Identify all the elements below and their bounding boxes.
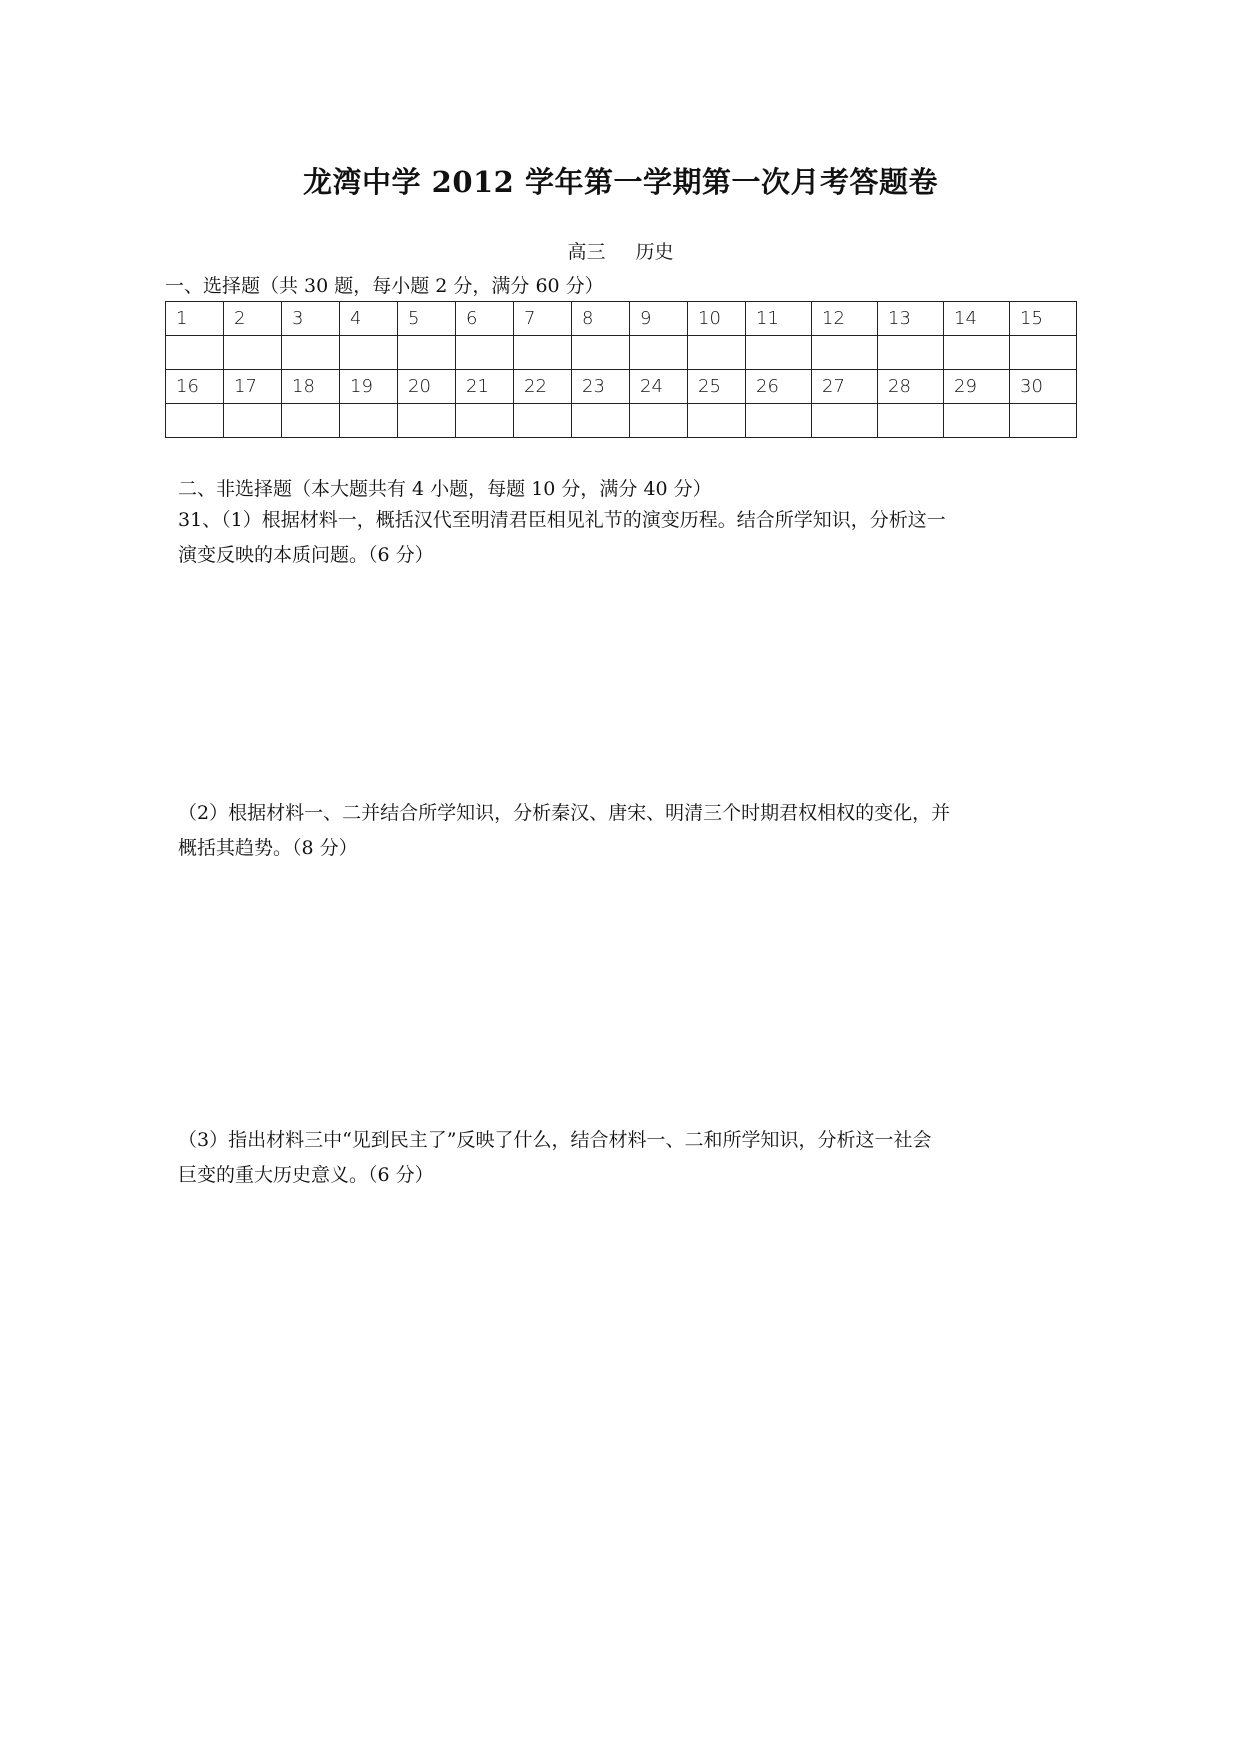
answer-cell[interactable] <box>224 336 282 370</box>
answer-cell[interactable] <box>878 404 944 438</box>
answer-cell[interactable] <box>688 336 746 370</box>
answer-cell[interactable] <box>572 404 630 438</box>
answer-cell[interactable] <box>630 336 688 370</box>
answer-grid <box>165 301 1077 438</box>
subject-label: 历史 <box>635 241 674 263</box>
answer-cell[interactable] <box>1010 404 1077 438</box>
question-number-cell: 15 <box>1010 302 1077 336</box>
question-31-part3-cont: 巨变的重大历史意义。（6 分） <box>178 1164 434 1186</box>
question-31-part1: 31、（1）根据材料一，概括汉代至明清君臣相见礼节的演变历程。结合所学知识，分析这一 <box>178 509 946 531</box>
question-number-cell: 6 <box>456 302 514 336</box>
number-row-2 <box>166 370 1077 404</box>
question-number-cell: 28 <box>878 370 944 404</box>
number-row-1 <box>166 302 1077 336</box>
question-number-cell: 17 <box>224 370 282 404</box>
page-title: 龙湾中学 2012 学年第一学期第一次月考答题卷 <box>303 165 938 199</box>
question-number-cell: 26 <box>746 370 812 404</box>
question-number-cell: 12 <box>812 302 878 336</box>
question-number-cell: 5 <box>398 302 456 336</box>
answer-cell[interactable] <box>340 336 398 370</box>
answer-cell[interactable] <box>944 336 1010 370</box>
answer-cell[interactable] <box>514 404 572 438</box>
question-number-cell: 21 <box>456 370 514 404</box>
answer-cell[interactable] <box>456 404 514 438</box>
answer-cell[interactable] <box>398 336 456 370</box>
question-number-cell: 19 <box>340 370 398 404</box>
question-number-cell: 13 <box>878 302 944 336</box>
answer-cell[interactable] <box>456 336 514 370</box>
question-number-cell: 18 <box>282 370 340 404</box>
answer-row-1 <box>166 336 1077 370</box>
question-number-cell: 10 <box>688 302 746 336</box>
question-31-part3: （3）指出材料三中“见到民主了”反映了什么，结合材料一、二和所学知识，分析这一社会 <box>178 1129 932 1151</box>
answer-cell[interactable] <box>688 404 746 438</box>
question-number-cell: 23 <box>572 370 630 404</box>
answer-cell[interactable] <box>514 336 572 370</box>
section1-heading: 一、选择题（共 30 题，每小题 2 分，满分 60 分） <box>165 275 604 297</box>
answer-cell[interactable] <box>812 336 878 370</box>
answer-cell[interactable] <box>944 404 1010 438</box>
question-number-cell: 11 <box>746 302 812 336</box>
answer-cell[interactable] <box>166 404 224 438</box>
question-number-cell: 25 <box>688 370 746 404</box>
answer-cell[interactable] <box>282 336 340 370</box>
answer-cell[interactable] <box>1010 336 1077 370</box>
answer-cell[interactable] <box>166 336 224 370</box>
question-number-cell: 8 <box>572 302 630 336</box>
grade-label: 高三 <box>567 241 606 263</box>
question-number-cell: 27 <box>812 370 878 404</box>
question-number-cell: 16 <box>166 370 224 404</box>
section2-heading: 二、非选择题（本大题共有 4 小题，每题 10 分，满分 40 分） <box>178 478 712 500</box>
question-number-cell: 7 <box>514 302 572 336</box>
question-number-cell: 24 <box>630 370 688 404</box>
question-number-cell: 29 <box>944 370 1010 404</box>
answer-cell[interactable] <box>878 336 944 370</box>
question-number-cell: 14 <box>944 302 1010 336</box>
answer-cell[interactable] <box>398 404 456 438</box>
answer-cell[interactable] <box>812 404 878 438</box>
question-number-cell: 4 <box>340 302 398 336</box>
question-number-cell: 3 <box>282 302 340 336</box>
answer-cell[interactable] <box>340 404 398 438</box>
question-number-cell: 9 <box>630 302 688 336</box>
question-number-cell: 20 <box>398 370 456 404</box>
answer-cell[interactable] <box>746 336 812 370</box>
question-number-cell: 22 <box>514 370 572 404</box>
question-number-cell: 2 <box>224 302 282 336</box>
answer-cell[interactable] <box>224 404 282 438</box>
question-31-part2-cont: 概括其趋势。（8 分） <box>178 837 358 859</box>
answer-row-2 <box>166 404 1077 438</box>
question-number-cell: 1 <box>166 302 224 336</box>
question-number-cell: 30 <box>1010 370 1077 404</box>
subtitle <box>0 237 1241 264</box>
question-31-part2: （2）根据材料一、二并结合所学知识，分析秦汉、唐宋、明清三个时期君权相权的变化，并 <box>178 802 951 824</box>
answer-cell[interactable] <box>746 404 812 438</box>
answer-cell[interactable] <box>282 404 340 438</box>
question-31-part1-cont: 演变反映的本质问题。（6 分） <box>178 544 434 566</box>
answer-cell[interactable] <box>630 404 688 438</box>
answer-cell[interactable] <box>572 336 630 370</box>
